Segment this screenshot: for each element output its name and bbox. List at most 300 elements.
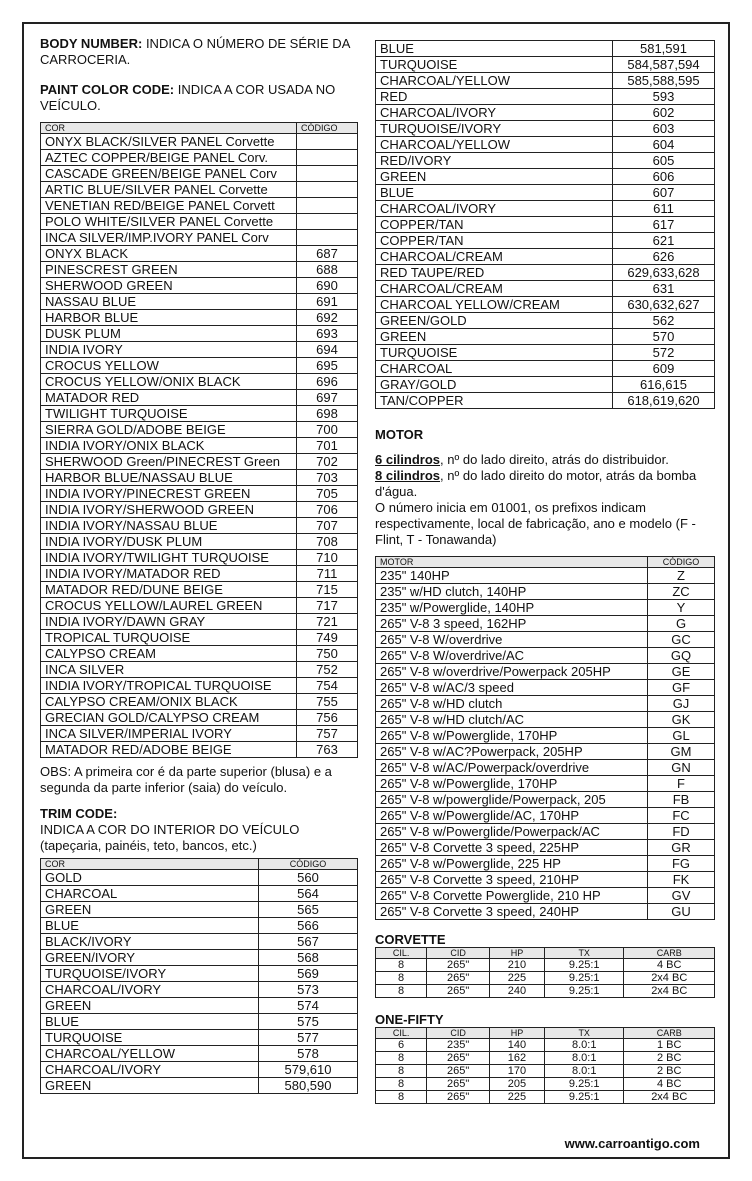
table-cell: 9.25:1	[544, 959, 624, 972]
table-row	[376, 696, 715, 712]
table-cell: 235"	[427, 1039, 490, 1052]
table-row	[376, 760, 715, 776]
table-cell	[297, 198, 358, 214]
table-cell: 690	[297, 278, 358, 294]
table-cell: TURQUOISE/IVORY	[41, 966, 259, 982]
table-row	[376, 1065, 715, 1078]
col-header: CARB	[624, 1028, 715, 1039]
table-cell: INDIA IVORY/DUSK PLUM	[41, 534, 297, 550]
table-row	[376, 265, 715, 281]
table-row	[376, 648, 715, 664]
table-cell: 205	[490, 1078, 545, 1091]
table-row	[41, 1014, 358, 1030]
table-row	[376, 377, 715, 393]
table-cell: 602	[612, 105, 714, 121]
table-cell: 265" V-8 w/AC?Powerpack, 205HP	[376, 744, 648, 760]
table-cell: ONYX BLACK/SILVER PANEL Corvette	[41, 134, 297, 150]
table-row	[376, 201, 715, 217]
table-row	[41, 886, 358, 902]
one-fifty-table	[375, 1027, 715, 1104]
table-cell: GM	[648, 744, 715, 760]
table-cell	[297, 230, 358, 246]
table-cell: 579,610	[259, 1062, 358, 1078]
table-cell: RED/IVORY	[376, 153, 613, 169]
table-cell: 585,588,595	[612, 73, 714, 89]
col-header: MOTOR	[376, 557, 648, 568]
table-cell: FD	[648, 824, 715, 840]
table-row	[41, 246, 358, 262]
table-cell: 578	[259, 1046, 358, 1062]
table-cell: 8.0:1	[544, 1065, 624, 1078]
table-cell: INDIA IVORY/ONIX BLACK	[41, 438, 297, 454]
one-fifty-title: ONE-FIFTY	[375, 1012, 444, 1027]
table-row	[41, 1030, 358, 1046]
table-cell: 265" V-8 Corvette Powerglide, 210 HP	[376, 888, 648, 904]
table-cell: 630,632,627	[612, 297, 714, 313]
table-cell: 170	[490, 1065, 545, 1078]
table-cell: 605	[612, 153, 714, 169]
table-cell: GREEN	[376, 329, 613, 345]
table-cell: 8	[376, 1052, 427, 1065]
table-cell: 580,590	[259, 1078, 358, 1094]
table-cell: GREEN/IVORY	[41, 950, 259, 966]
table-cell: 9.25:1	[544, 1091, 624, 1104]
table-row	[41, 198, 358, 214]
table-cell: 575	[259, 1014, 358, 1030]
table-cell: 235" w/HD clutch, 140HP	[376, 584, 648, 600]
table-cell: GREEN	[41, 998, 259, 1014]
table-cell: 8	[376, 1091, 427, 1104]
table-cell: GRECIAN GOLD/CALYPSO CREAM	[41, 710, 297, 726]
table-cell: 616,615	[612, 377, 714, 393]
table-row	[376, 1039, 715, 1052]
table-row	[376, 249, 715, 265]
table-row	[376, 840, 715, 856]
table-cell: 225	[490, 1091, 545, 1104]
table-cell: 626	[612, 249, 714, 265]
table-cell: 235" w/Powerglide, 140HP	[376, 600, 648, 616]
table-cell: 265" V-8 w/HD clutch/AC	[376, 712, 648, 728]
col-header: HP	[490, 1028, 545, 1039]
table-cell: 573	[259, 982, 358, 998]
table-cell: 698	[297, 406, 358, 422]
table-row	[41, 374, 358, 390]
table-cell: 265" V-8 3 speed, 162HP	[376, 616, 648, 632]
table-cell: COPPER/TAN	[376, 233, 613, 249]
col-header: COR	[41, 123, 297, 134]
table-row	[376, 616, 715, 632]
table-row	[376, 297, 715, 313]
table-cell: MATADOR RED/ADOBE BEIGE	[41, 742, 297, 758]
table-cell: 617	[612, 217, 714, 233]
table-row	[376, 185, 715, 201]
motor-line-2	[375, 468, 715, 500]
table-row	[41, 310, 358, 326]
table-cell: 2 BC	[624, 1052, 715, 1065]
table-row	[41, 278, 358, 294]
paint-color-label: PAINT COLOR CODE:	[40, 82, 175, 97]
table-cell: 8.0:1	[544, 1052, 624, 1065]
col-header: TX	[544, 948, 624, 959]
col-header: CIL.	[376, 1028, 427, 1039]
table-cell: FC	[648, 808, 715, 824]
table-cell: GN	[648, 760, 715, 776]
table-cell: 2x4 BC	[624, 972, 715, 985]
motor-line-3: O número inicia em 01001, os prefixos indicam respectivamente, local de fabricação, ano e modelo (F - Flint, T - Tonawanda)	[375, 500, 696, 547]
table-cell: GRAY/GOLD	[376, 377, 613, 393]
table-row	[376, 281, 715, 297]
table-cell: 697	[297, 390, 358, 406]
motor-title: MOTOR	[375, 427, 424, 442]
table-cell: 694	[297, 342, 358, 358]
motor-8cyl: 8 cilindros	[375, 468, 441, 483]
table-row	[41, 182, 358, 198]
motor-table	[375, 556, 715, 920]
table-row	[41, 150, 358, 166]
table-cell: 140	[490, 1039, 545, 1052]
table-row	[376, 121, 715, 137]
table-cell: INDIA IVORY/PINECREST GREEN	[41, 486, 297, 502]
table-cell: 611	[612, 201, 714, 217]
body-number-label: BODY NUMBER:	[40, 36, 143, 51]
table-cell: 564	[259, 886, 358, 902]
table-cell: F	[648, 776, 715, 792]
trim-code-label: TRIM CODE:	[40, 806, 118, 821]
table-cell: BLUE	[376, 185, 613, 201]
table-cell	[297, 150, 358, 166]
table-cell: 265"	[427, 985, 490, 998]
table-cell: CHARCOAL/YELLOW	[41, 1046, 259, 1062]
table-cell: CHARCOAL	[41, 886, 259, 902]
table-row	[376, 856, 715, 872]
table-cell: ONYX BLACK	[41, 246, 297, 262]
table-row	[376, 57, 715, 73]
table-row	[376, 872, 715, 888]
table-row	[41, 998, 358, 1014]
table-cell: 265" V-8 w/Powerglide, 170HP	[376, 728, 648, 744]
table-cell: 265"	[427, 959, 490, 972]
table-cell: 581,591	[612, 41, 714, 57]
table-row	[376, 792, 715, 808]
table-cell: TURQUOISE	[376, 57, 613, 73]
table-cell: VENETIAN RED/BEIGE PANEL Corvett	[41, 198, 297, 214]
table-cell: 8	[376, 959, 427, 972]
table-row	[376, 361, 715, 377]
table-cell: INDIA IVORY/TWILIGHT TURQUOISE	[41, 550, 297, 566]
table-cell: 750	[297, 646, 358, 662]
table-cell: 265" V-8 w/Powerglide/Powerpack/AC	[376, 824, 648, 840]
motor-6cyl-text: , nº do lado direito, atrás do distribuidor.	[440, 452, 669, 467]
table-cell: GU	[648, 904, 715, 920]
table-row	[41, 710, 358, 726]
table-cell: CHARCOAL/IVORY	[376, 105, 613, 121]
table-cell: 265" V-8 w/Powerglide, 225 HP	[376, 856, 648, 872]
table-row	[376, 233, 715, 249]
table-cell: 2x4 BC	[624, 1091, 715, 1104]
table-row	[41, 518, 358, 534]
col-header: HP	[490, 948, 545, 959]
table-row	[41, 390, 358, 406]
table-row	[41, 358, 358, 374]
col-header: TX	[544, 1028, 624, 1039]
table-cell: RED TAUPE/RED	[376, 265, 613, 281]
table-cell: GC	[648, 632, 715, 648]
table-cell: 4 BC	[624, 959, 715, 972]
table-row	[376, 345, 715, 361]
table-cell: 688	[297, 262, 358, 278]
table-cell: CASCADE GREEN/BEIGE PANEL Corv	[41, 166, 297, 182]
table-row	[41, 486, 358, 502]
table-row	[376, 1052, 715, 1065]
table-row	[41, 294, 358, 310]
table-row	[41, 934, 358, 950]
table-cell: FB	[648, 792, 715, 808]
table-cell: HARBOR BLUE	[41, 310, 297, 326]
table-row	[41, 406, 358, 422]
table-cell: SIERRA GOLD/ADOBE BEIGE	[41, 422, 297, 438]
table-cell: 710	[297, 550, 358, 566]
table-row	[41, 646, 358, 662]
trim-code-table	[40, 858, 358, 1094]
table-cell: GL	[648, 728, 715, 744]
table-cell: 711	[297, 566, 358, 582]
table-cell: 695	[297, 358, 358, 374]
table-cell: 265" V-8 w/Powerglide, 170HP	[376, 776, 648, 792]
table-cell: 687	[297, 246, 358, 262]
paint-color-table	[40, 122, 358, 758]
table-cell: CHARCOAL/CREAM	[376, 281, 613, 297]
table-cell: GE	[648, 664, 715, 680]
table-cell: 607	[612, 185, 714, 201]
table-cell: 604	[612, 137, 714, 153]
table-row	[376, 313, 715, 329]
table-row	[376, 1091, 715, 1104]
table-row	[376, 776, 715, 792]
table-cell: 9.25:1	[544, 1078, 624, 1091]
col-header: CID	[427, 948, 490, 959]
table-cell: GREEN	[41, 902, 259, 918]
table-row	[376, 217, 715, 233]
table-row	[41, 662, 358, 678]
table-cell: CHARCOAL	[376, 361, 613, 377]
table-cell: 265" V-8 w/Powerglide/AC, 170HP	[376, 808, 648, 824]
table-cell: 2 BC	[624, 1065, 715, 1078]
right-column	[375, 40, 715, 1104]
table-cell: GK	[648, 712, 715, 728]
table-cell: INDIA IVORY/DAWN GRAY	[41, 614, 297, 630]
table-cell: 749	[297, 630, 358, 646]
table-cell: 2x4 BC	[624, 985, 715, 998]
table-row	[41, 342, 358, 358]
col-header: CÓDIGO	[259, 859, 358, 870]
table-cell: BLUE	[376, 41, 613, 57]
table-row	[41, 1046, 358, 1062]
table-cell: 265"	[427, 972, 490, 985]
table-row	[41, 230, 358, 246]
table-row	[41, 566, 358, 582]
table-cell: 565	[259, 902, 358, 918]
table-cell: INDIA IVORY/TROPICAL TURQUOISE	[41, 678, 297, 694]
table-cell: PINESCREST GREEN	[41, 262, 297, 278]
table-cell	[297, 166, 358, 182]
table-row	[41, 1078, 358, 1094]
table-cell: 265" V-8 W/overdrive/AC	[376, 648, 648, 664]
table-cell: 8	[376, 972, 427, 985]
table-cell: 8	[376, 1078, 427, 1091]
table-cell: CHARCOAL/IVORY	[41, 982, 259, 998]
table-cell: ZC	[648, 584, 715, 600]
table-cell: 606	[612, 169, 714, 185]
table-row	[41, 1062, 358, 1078]
table-row	[376, 712, 715, 728]
table-row	[376, 972, 715, 985]
table-cell: GV	[648, 888, 715, 904]
table-row	[376, 169, 715, 185]
table-row	[376, 680, 715, 696]
table-cell: 265" V-8 w/overdrive/Powerpack 205HP	[376, 664, 648, 680]
table-cell: FG	[648, 856, 715, 872]
motor-line-1	[375, 452, 715, 468]
table-cell: GREEN	[41, 1078, 259, 1094]
table-cell: 603	[612, 121, 714, 137]
table-cell: 6	[376, 1039, 427, 1052]
table-cell: 265"	[427, 1065, 490, 1078]
table-cell: CHARCOAL/YELLOW	[376, 73, 613, 89]
table-row	[41, 214, 358, 230]
table-cell: 572	[612, 345, 714, 361]
table-cell: HARBOR BLUE/NASSAU BLUE	[41, 470, 297, 486]
col-header: CIL.	[376, 948, 427, 959]
table-cell: 701	[297, 438, 358, 454]
table-row	[376, 568, 715, 584]
table-cell: 567	[259, 934, 358, 950]
table-row	[41, 950, 358, 966]
table-cell: 225	[490, 972, 545, 985]
table-cell: 560	[259, 870, 358, 886]
table-row	[376, 73, 715, 89]
table-cell: 8	[376, 985, 427, 998]
table-cell: 692	[297, 310, 358, 326]
table-cell: 1 BC	[624, 1039, 715, 1052]
table-cell: 593	[612, 89, 714, 105]
table-cell: 265" V-8 w/AC/3 speed	[376, 680, 648, 696]
table-cell: SHERWOOD GREEN	[41, 278, 297, 294]
paint-color-text: INDICA A COR USADA NO VEÍCULO.	[40, 82, 336, 113]
col-header: CARB	[624, 948, 715, 959]
footer-url: www.carroantigo.com	[564, 1136, 700, 1151]
table-cell	[297, 134, 358, 150]
table-cell: TURQUOISE	[376, 345, 613, 361]
table-cell: 265" V-8 w/HD clutch	[376, 696, 648, 712]
table-cell: TAN/COPPER	[376, 393, 613, 409]
table-cell: 715	[297, 582, 358, 598]
table-cell: 4 BC	[624, 1078, 715, 1091]
table-cell: 756	[297, 710, 358, 726]
table-row	[376, 808, 715, 824]
table-row	[41, 166, 358, 182]
table-cell: 210	[490, 959, 545, 972]
col-header: COR	[41, 859, 259, 870]
table-cell: 265" V-8 w/powerglide/Powerpack, 205	[376, 792, 648, 808]
table-row	[41, 966, 358, 982]
table-cell: 621	[612, 233, 714, 249]
table-cell: CROCUS YELLOW/LAUREL GREEN	[41, 598, 297, 614]
table-row	[41, 454, 358, 470]
table-cell	[297, 182, 358, 198]
table-cell: 577	[259, 1030, 358, 1046]
table-cell: Y	[648, 600, 715, 616]
table-cell: GF	[648, 680, 715, 696]
col-header: CÓDIGO	[297, 123, 358, 134]
table-cell: CALYPSO CREAM/ONIX BLACK	[41, 694, 297, 710]
table-cell: CHARCOAL YELLOW/CREAM	[376, 297, 613, 313]
table-row	[41, 470, 358, 486]
table-cell: 705	[297, 486, 358, 502]
table-row	[41, 422, 358, 438]
table-row	[376, 329, 715, 345]
table-cell: RED	[376, 89, 613, 105]
table-row	[376, 41, 715, 57]
table-row	[41, 726, 358, 742]
table-cell: NASSAU BLUE	[41, 294, 297, 310]
table-cell: BLUE	[41, 1014, 259, 1030]
body-number-text: INDICA O NÚMERO DE SÉRIE DA CARROCERIA.	[40, 36, 350, 67]
corvette-table	[375, 947, 715, 998]
table-cell: INCA SILVER/IMPERIAL IVORY	[41, 726, 297, 742]
table-cell: 584,587,594	[612, 57, 714, 73]
table-row	[41, 134, 358, 150]
trim-code-table-continued	[375, 40, 715, 409]
table-row	[41, 678, 358, 694]
table-row	[41, 326, 358, 342]
table-cell: INCA SILVER/IMP.IVORY PANEL Corv	[41, 230, 297, 246]
table-cell: 566	[259, 918, 358, 934]
table-cell: COPPER/TAN	[376, 217, 613, 233]
table-cell: 265"	[427, 1078, 490, 1091]
table-cell: BLACK/IVORY	[41, 934, 259, 950]
paint-obs: OBS: A primeira cor é da parte superior (blusa) e a segunda da parte inferior (saia) do veículo.	[40, 764, 332, 795]
table-cell: GR	[648, 840, 715, 856]
table-cell: INDIA IVORY	[41, 342, 297, 358]
table-cell: 8	[376, 1065, 427, 1078]
table-cell: 265" V-8 w/AC/Powerpack/overdrive	[376, 760, 648, 776]
table-cell: 707	[297, 518, 358, 534]
table-cell: TURQUOISE/IVORY	[376, 121, 613, 137]
table-row	[41, 870, 358, 886]
table-row	[41, 438, 358, 454]
table-cell: FK	[648, 872, 715, 888]
table-cell: CHARCOAL/IVORY	[41, 1062, 259, 1078]
table-cell: 696	[297, 374, 358, 390]
table-cell: 570	[612, 329, 714, 345]
table-cell: 706	[297, 502, 358, 518]
table-cell: G	[648, 616, 715, 632]
table-cell: 265"	[427, 1052, 490, 1065]
table-cell: INCA SILVER	[41, 662, 297, 678]
table-row	[376, 664, 715, 680]
table-cell: MATADOR RED	[41, 390, 297, 406]
table-cell: 629,633,628	[612, 265, 714, 281]
table-row	[376, 137, 715, 153]
table-row	[41, 502, 358, 518]
table-cell: ARTIC BLUE/SILVER PANEL Corvette	[41, 182, 297, 198]
table-row	[376, 153, 715, 169]
table-cell: GQ	[648, 648, 715, 664]
table-cell: 693	[297, 326, 358, 342]
table-row	[41, 982, 358, 998]
table-cell: AZTEC COPPER/BEIGE PANEL Corv.	[41, 150, 297, 166]
table-cell: 721	[297, 614, 358, 630]
